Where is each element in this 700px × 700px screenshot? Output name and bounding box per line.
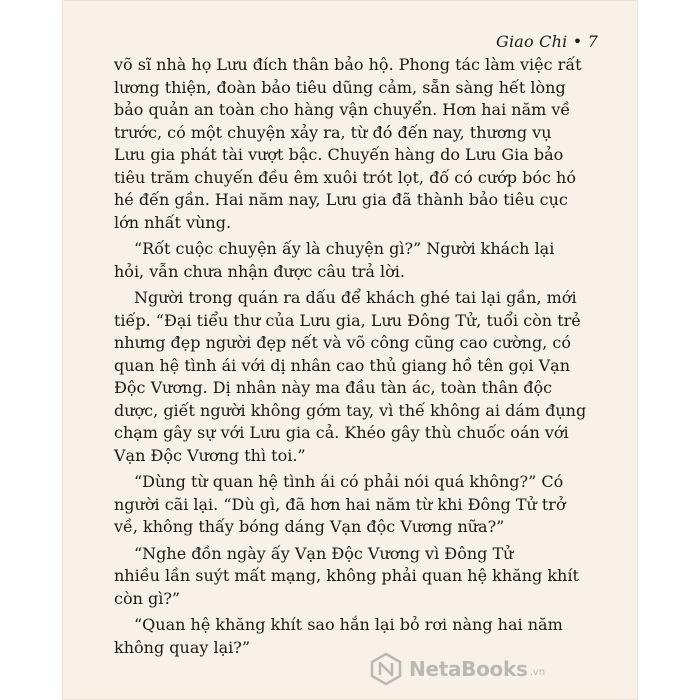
text-line: lớn nhất vùng. — [114, 212, 232, 232]
text-line: hé đến gần. Hai năm nay, Lưu gia đã thành bảo tiêu cục — [114, 190, 568, 209]
text-line: người cãi lại. “Dù gì, đã hơn hai năm từ khi Đông Tử trở — [114, 494, 566, 514]
text-line: dược, giết người không gớm tay, vì thế không ai dám đụng — [114, 400, 587, 420]
body-text — [114, 54, 587, 659]
text-line: “Nghe đồn ngày ấy Vạn Độc Vương vì Đông Tử — [134, 543, 514, 563]
netabooks-logo-icon — [369, 652, 403, 686]
text-line: không quay lại?” — [114, 637, 251, 657]
text-line: còn gì?” — [114, 588, 181, 608]
running-head: Giao Chi • 7 — [495, 32, 598, 51]
text-line: “Quan hệ khăng khít sao hắn lại bỏ rơi nàng hai năm — [134, 615, 563, 634]
text-line: Độc Vương. Dị nhân này ma đầu tàn ác, toàn thân độc — [114, 378, 553, 397]
watermark-brand: NetaBooks — [409, 657, 528, 681]
watermark — [369, 652, 545, 686]
text-line: trước, có một chuyện xảy ra, từ đó đến nay, thương vụ — [114, 122, 552, 142]
text-line: tiêu trăm chuyến đều êm xuôi trót lọt, đố có cướp bóc hó — [114, 167, 576, 187]
text-line: “Rốt cuộc chuyện ấy là chuyện gì?” Người khách lại — [134, 239, 555, 258]
text-line: Người trong quán ra dấu để khách ghé tai lại gần, mới — [134, 288, 577, 307]
text-line: bảo quản an toàn cho hàng vận chuyển. Hơn hai năm về — [114, 100, 571, 119]
watermark-suffix: .vn — [529, 666, 546, 678]
text-line: võ sĩ nhà họ Lưu đích thân bảo hộ. Phong tác làm việc rất — [114, 55, 582, 74]
text-line: hỏi, vẫn chưa nhận được câu trả lời. — [114, 261, 405, 281]
text-line: lương thiện, đoàn bảo tiêu dũng cảm, sẵn sàng hết lòng — [114, 77, 566, 97]
text-line: “Dùng từ quan hệ tình ái có phải nói quá không?” Có — [134, 472, 564, 491]
text-line: tiếp. “Đại tiểu thư của Lưu gia, Lưu Đông Tử, tuổi còn trẻ — [114, 310, 581, 330]
text-line: về, không thấy bóng dáng Vạn độc Vương nữa?” — [114, 517, 505, 536]
text-line: Lưu gia phát tài vượt bậc. Chuyến hàng do Lưu Gia bảo — [114, 145, 564, 164]
text-line: quan hệ tình ái với dị nhân cao thủ giang hồ tên gọi Vạn — [114, 355, 570, 375]
text-line: nhiều lần suýt mất mạng, không phải quan hệ khăng khít — [114, 566, 579, 585]
text-line: Vạn Độc Vương thì toi.” — [114, 445, 306, 465]
text-line: chạm gây sự với Lưu gia cả. Khéo gây thù chuốc oán với — [114, 423, 569, 442]
text-line: nhưng đẹp người đẹp nết và võ công cũng cao cường, có — [114, 333, 571, 352]
